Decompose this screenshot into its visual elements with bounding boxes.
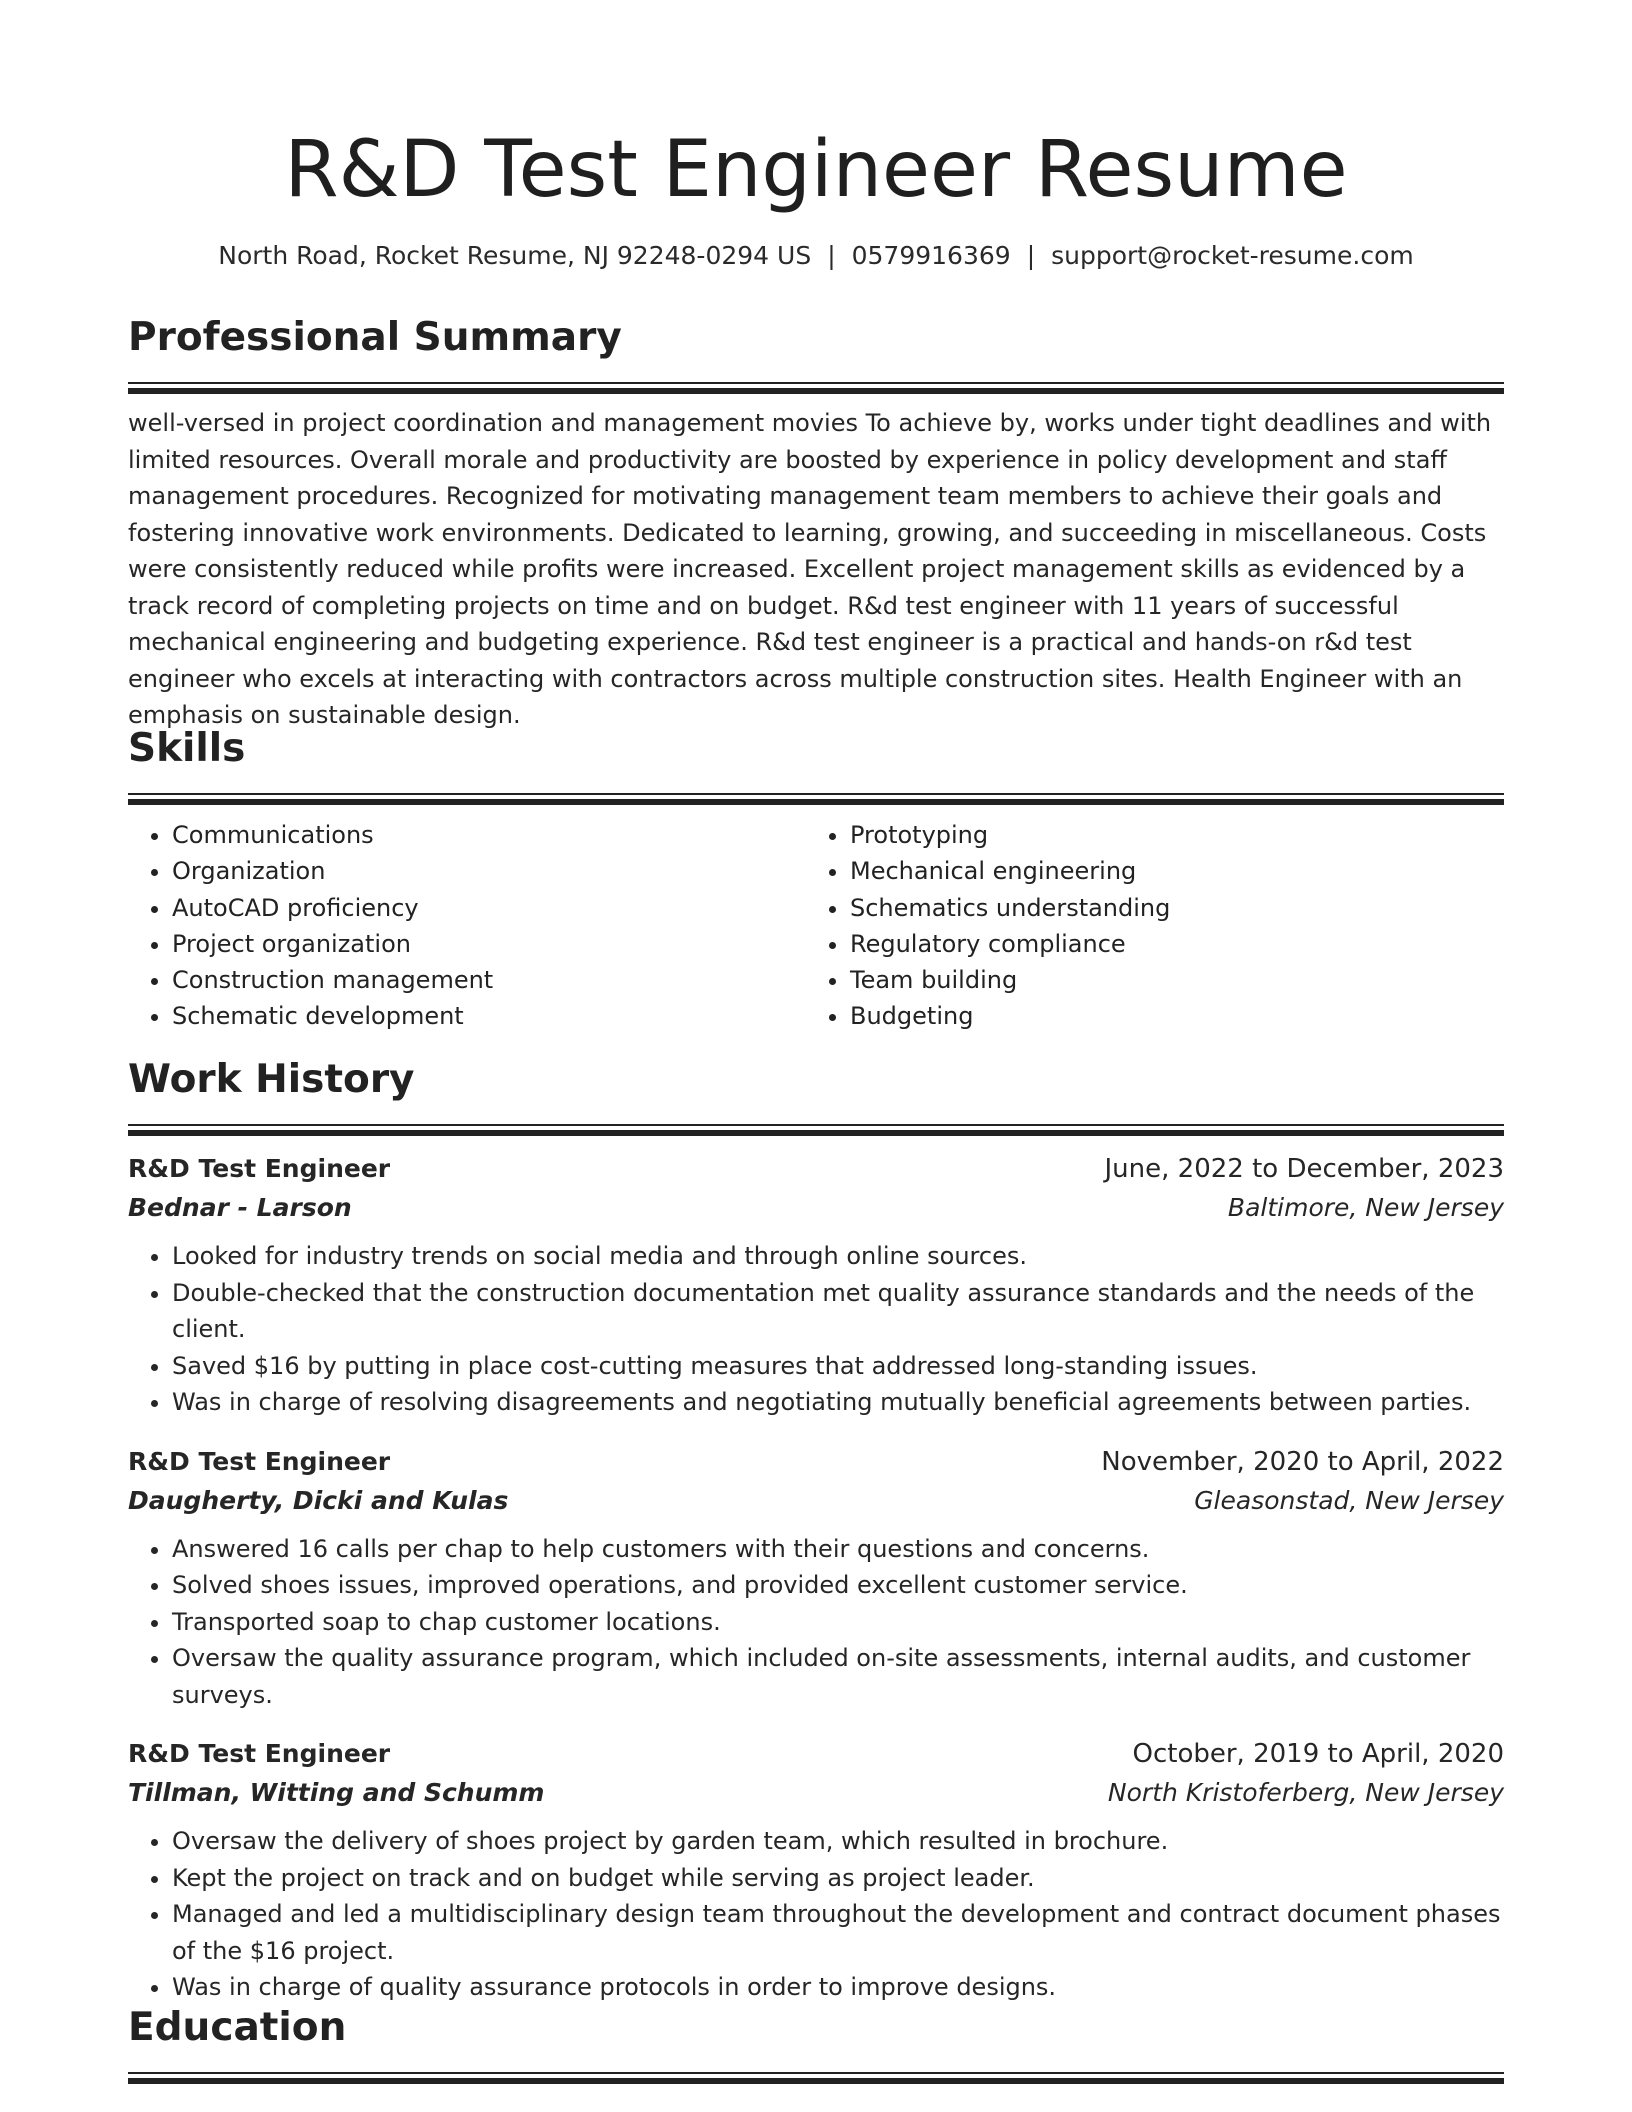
- job-entry: [128, 1443, 1504, 1714]
- job-company: Daugherty, Dicki and Kulas: [128, 1485, 509, 1515]
- job-bullet: • Managed and led a multidisciplinary design team throughout the development and contract document phases of the $16 project.: [172, 1896, 1504, 1969]
- skills-heading: Skills: [128, 726, 246, 771]
- job-bullet: • Oversaw the quality assurance program, which included on-site assessments, internal audits, and customer surveys.: [172, 1640, 1504, 1713]
- skills-columns: [128, 817, 1504, 1035]
- skill-item: • AutoCAD proficiency: [172, 890, 806, 926]
- skill-item: • Regulatory compliance: [850, 926, 1484, 962]
- job-location: Gleasonstad, New Jersey: [1194, 1485, 1504, 1515]
- work-history-section: [128, 1055, 1504, 2006]
- skill-item: • Schematic development: [172, 998, 806, 1034]
- job-title: R&D Test Engineer: [128, 1446, 391, 1476]
- job-title: R&D Test Engineer: [128, 1739, 391, 1768]
- education-heading: Education: [128, 2005, 347, 2050]
- job-location: North Kristoferberg, New Jersey: [1107, 1778, 1504, 1807]
- skills-section: [128, 724, 1504, 1035]
- job-bullet: • Double-checked that the construction documentation met quality assurance standards and the needs of the client.: [172, 1275, 1504, 1348]
- skill-item: • Project organization: [172, 926, 806, 962]
- job-dates: October, 2019 to April, 2020: [1132, 1739, 1504, 1769]
- skills-list-right: [806, 817, 1484, 1035]
- job-dates: June, 2022 to December, 2023: [1104, 1154, 1504, 1184]
- job-bullet: • Saved $16 by putting in place cost-cutting measures that addressed long-standing issues.: [172, 1348, 1504, 1385]
- contact-address: North Road, Rocket Resume, NJ 92248-0294 US: [218, 241, 812, 270]
- job-bullets: [128, 1531, 1504, 1714]
- job-company: Tillman, Witting and Schumm: [128, 1778, 545, 1807]
- skill-item: • Schematics understanding: [850, 890, 1484, 926]
- job-bullets: [128, 1823, 1504, 2006]
- job-bullet: • Answered 16 calls per chap to help customers with their questions and concerns.: [172, 1531, 1504, 1568]
- skill-item: • Team building: [850, 962, 1484, 998]
- job-dates: November, 2020 to April, 2022: [1101, 1446, 1504, 1477]
- job-bullet: • Transported soap to chap customer locations.: [172, 1604, 1504, 1641]
- skill-item: • Mechanical engineering: [850, 853, 1484, 889]
- job-bullet: • Was in charge of quality assurance protocols in order to improve designs.: [172, 1969, 1504, 2006]
- job-company: Bednar - Larson: [128, 1193, 352, 1222]
- skill-item: • Budgeting: [850, 998, 1484, 1034]
- skill-item: • Construction management: [172, 962, 806, 998]
- job-location: Baltimore, New Jersey: [1227, 1193, 1504, 1222]
- job-entry: [128, 1150, 1504, 1421]
- job-bullet: • Solved shoes issues, improved operations, and provided excellent customer service.: [172, 1567, 1504, 1604]
- job-company-row: [128, 1481, 1504, 1521]
- resume-title: R&D Test Engineer Resume: [284, 125, 1348, 215]
- contact-separator: |: [827, 241, 836, 270]
- job-bullet: • Oversaw the delivery of shoes project by garden team, which resulted in brochure.: [172, 1823, 1504, 1860]
- section-divider: [128, 2072, 1504, 2084]
- section-divider: [128, 1124, 1504, 1136]
- contact-phone: 0579916369: [851, 241, 1011, 270]
- job-company-row: [128, 1773, 1504, 1813]
- job-header-row: [128, 1150, 1504, 1188]
- job-bullet: • Looked for industry trends on social media and through online sources.: [172, 1238, 1504, 1275]
- work-history-heading: Work History: [128, 1057, 415, 1102]
- job-company-row: [128, 1188, 1504, 1228]
- job-bullets: [128, 1238, 1504, 1421]
- summary-section: [128, 313, 1504, 734]
- skill-item: • Organization: [172, 853, 806, 889]
- job-header-row: [128, 1443, 1504, 1481]
- contact-separator: |: [1026, 241, 1036, 270]
- section-divider: [128, 382, 1504, 394]
- education-section: [128, 2003, 1504, 2084]
- contact-line: [128, 238, 1504, 274]
- contact-email: support@rocket-resume.com: [1051, 241, 1414, 270]
- skill-item: • Prototyping: [850, 817, 1484, 853]
- summary-heading: Professional Summary: [128, 315, 622, 360]
- skills-list-left: [128, 817, 806, 1035]
- job-entry: [128, 1735, 1504, 2006]
- section-divider: [128, 793, 1504, 805]
- job-bullet: • Kept the project on track and on budget while serving as project leader.: [172, 1860, 1504, 1897]
- skill-item: • Communications: [172, 817, 806, 853]
- job-header-row: [128, 1735, 1504, 1773]
- job-bullet: • Was in charge of resolving disagreements and negotiating mutually beneficial agreements between parties.: [172, 1384, 1504, 1421]
- summary-text: well-versed in project coordination and management movies To achieve by, works under tight deadlines and with limited resources. Overall morale and productivity are boosted by experience in policy development and staff management procedures. Recognized for motivating management team members to achieve their goals and fostering innovative work environments. Dedicated to learning, growing, and succeeding in miscellaneous. Costs were consistently reduced while profits were increased. Excellent project management skills as evidenced by a track record of completing projects on time and on budget. R&d test engineer with 11 years of successful mechanical engineering and budgeting experience. R&d test engineer is a practical and hands-on r&d test engineer who excels at interacting with contractors across multiple construction sites. Health Engineer with an emphasis on sustainable design.: [128, 409, 1492, 729]
- job-title: R&D Test Engineer: [128, 1154, 391, 1183]
